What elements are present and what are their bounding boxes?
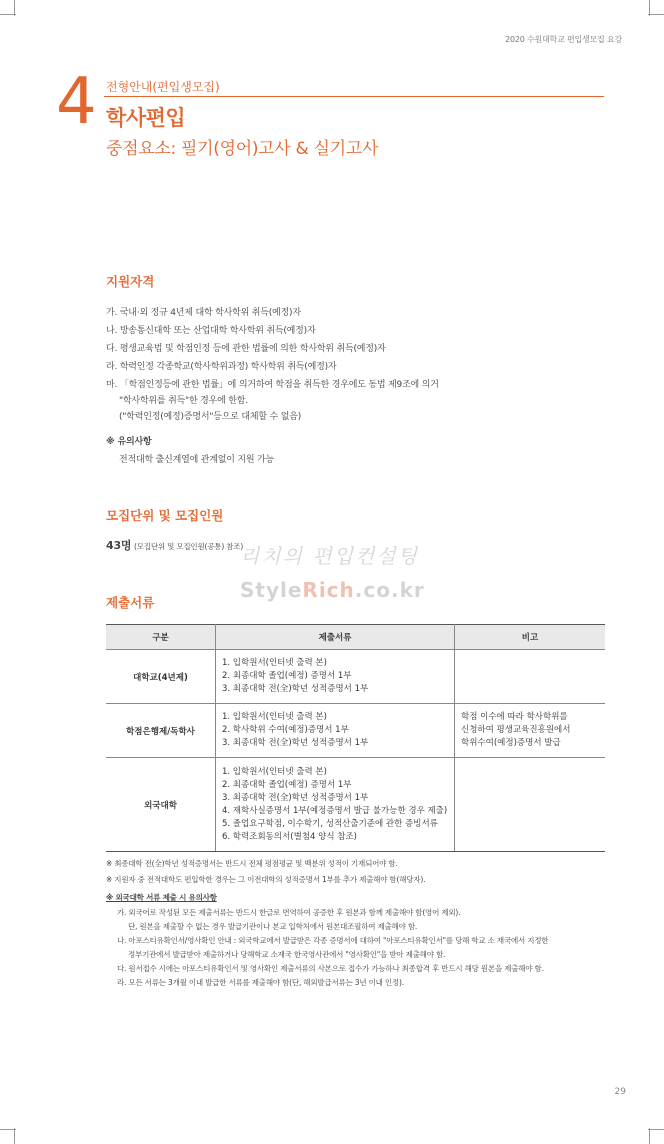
document-item: 1. 입학원서(인터넷 출력 본) [222, 766, 327, 777]
notice-heading: ※ 유의사항 [106, 437, 152, 447]
row-category: 대학교(4년제) [106, 650, 216, 704]
remark-line: 신청하여 평생교육진흥원에서 [461, 725, 571, 735]
crop-mark [649, 1128, 650, 1144]
document-item: 3. 최종대학 전(全)학년 성적증명서 1부 [222, 684, 369, 694]
foreign-notice-item: 정부기관에서 발급받아 제출하거나 당해학교 소재국 한국영사관에서 "영사확인"을 받아 제출해야 함. [128, 950, 446, 959]
row-remarks [455, 704, 606, 758]
document-item: 2. 학사학위 수여(예정)증명서 1부 [222, 725, 349, 735]
column-header: 구분 [106, 625, 216, 650]
documents-table [106, 624, 605, 852]
row-documents [216, 650, 455, 704]
foreign-notice-item: 다. 원서접수 시에는 아포스티유확인서 및 영사확인 제출서류의 사본으로 접수가 가능하나 최종합격 후 반드시 해당 원본을 제출해야 함. [117, 964, 544, 973]
eligibility-item-continued: "학사학위를 취득"한 경우에 한함. [119, 396, 248, 406]
document-item: 3. 최종대학 전(全)학년 성적증명서 1부 [222, 792, 369, 803]
document-item: 6. 학력조회동의서(별첨4 양식 참조) [222, 831, 358, 842]
column-header: 비고 [455, 625, 606, 650]
page-number: 29 [614, 1087, 626, 1097]
table-row [106, 704, 605, 758]
document-item: 2. 최종대학 졸업(예정) 증명서 1부 [222, 671, 352, 681]
remark-line: 학위수여(예정)증명서 발급 [461, 738, 561, 748]
watermark-logo-part: Style [240, 578, 303, 602]
table-row [106, 650, 605, 704]
watermark-text: 리치의 편입컨설팅 [240, 544, 419, 568]
document-item: 5. 졸업요구학점, 이수학기, 성적산출기준에 관한 증빙서류 [222, 818, 438, 829]
row-category: 외국대학 [106, 758, 216, 852]
foreign-notice-item: 나. 아포스티유확인서/영사확인 안내 : 외국학교에서 발급받은 각종 증명서에 대하여 "아포스티유확인서"를 당해 학교 소 재국에서 지정한 [117, 936, 549, 945]
footnote: ※ 지원자 중 전적대학도 편입학한 경우는 그 이전대학의 성적증명서 1부를 추가 제출해야 함(해당자). [106, 875, 426, 884]
row-category: 학점은행제/독학사 [106, 704, 216, 758]
row-documents [216, 704, 455, 758]
quota-heading: 모집단위 및 모집인원 [106, 508, 224, 523]
table-row [106, 758, 605, 852]
column-header: 제출서류 [216, 625, 455, 650]
foreign-notice-heading: ※ 외국대학 서류 제출 시 유의사항 [106, 893, 217, 902]
eligibility-item: 가. 국내·외 정규 4년제 대학 학사학위 취득(예정)자 [106, 308, 301, 318]
document-item: 1. 입학원서(인터넷 출력 본) [222, 712, 327, 722]
document-item: 2. 최종대학 졸업(예정) 증명서 1부 [222, 779, 352, 790]
crop-mark [648, 14, 664, 15]
table-header-row [106, 625, 605, 650]
watermark-logo-part: .co.kr [354, 578, 425, 602]
eligibility-item: 나. 방송통신대학 또는 산업대학 학사학위 취득(예정)자 [106, 326, 316, 336]
page-subtitle: 중점요소: 필기(영어)고사 & 실기고사 [106, 139, 379, 159]
document-item: 3. 최종대학 전(全)학년 성적증명서 1부 [222, 738, 369, 748]
crop-mark [14, 1128, 15, 1144]
document-item: 4. 재학사실증명서 1부(예정증명서 발급 불가능한 경우 제출) [222, 805, 448, 816]
crop-mark [0, 14, 16, 15]
quota-line [106, 537, 243, 553]
footnote: ※ 최종대학 전(全)학년 성적증명서는 반드시 전체 평점평균 및 백분위 성적이 기재되어야 함. [106, 859, 398, 868]
row-remarks [455, 758, 606, 852]
notice-text: 전적대학 출신계열에 관계없이 지원 가능 [119, 455, 275, 465]
chapter-number: 4 [56, 65, 97, 139]
crop-mark [0, 1129, 16, 1130]
page-title: 학사편입 [106, 106, 186, 130]
eligibility-item-continued: ("학력인정(예정)증명서"등으로 대체할 수 없음) [119, 412, 301, 422]
foreign-notice-item: 가. 외국어로 작성된 모든 제출서류는 반드시 한글로 번역하여 공증한 후 원본과 함께 제출해야 함(영어 제외). [117, 908, 461, 917]
header-divider [104, 96, 604, 97]
crop-mark [648, 1129, 664, 1130]
document-item: 1. 입학원서(인터넷 출력 본) [222, 658, 327, 668]
foreign-notice-item: 단, 원본을 제출할 수 없는 경우 발급기관이나 본교 입학처에서 원본대조필하여 제출해야 함. [128, 922, 418, 931]
eligibility-item: 라. 학력인정 각종학교(학사학위과정) 학사학위 취득(예정)자 [106, 362, 337, 372]
watermark-logo-part: Rich [302, 578, 355, 602]
document-header-title: 2020 수원대학교 편입생모집 요강 [505, 35, 622, 44]
remark-line: 학점 이수에 따라 학사학위를 [461, 712, 568, 722]
row-documents [216, 758, 455, 852]
eligibility-item: 마. 「학점인정등에 관한 법률」에 의거하여 학점을 취득한 경우에도 동법 제9조에 의거 [106, 380, 439, 390]
foreign-notice-item: 라. 모든 서류는 3개월 이내 발급한 서류를 제출해야 함(단, 해외발급서류는 3년 이내 인정). [117, 978, 404, 987]
eligibility-heading: 지원자격 [106, 274, 155, 289]
watermark-logo [240, 578, 425, 602]
quota-count: 43명 [106, 539, 132, 552]
documents-heading: 제출서류 [106, 595, 155, 610]
row-remarks [455, 650, 606, 704]
quota-note: (모집단위 및 모집인원(공통) 참조) [134, 542, 244, 551]
section-label: 전형안내(편입생모집) [106, 80, 220, 94]
eligibility-item: 다. 평생교육법 및 학점인정 등에 관한 법률에 의한 학사학위 취득(예정)자 [106, 344, 386, 354]
